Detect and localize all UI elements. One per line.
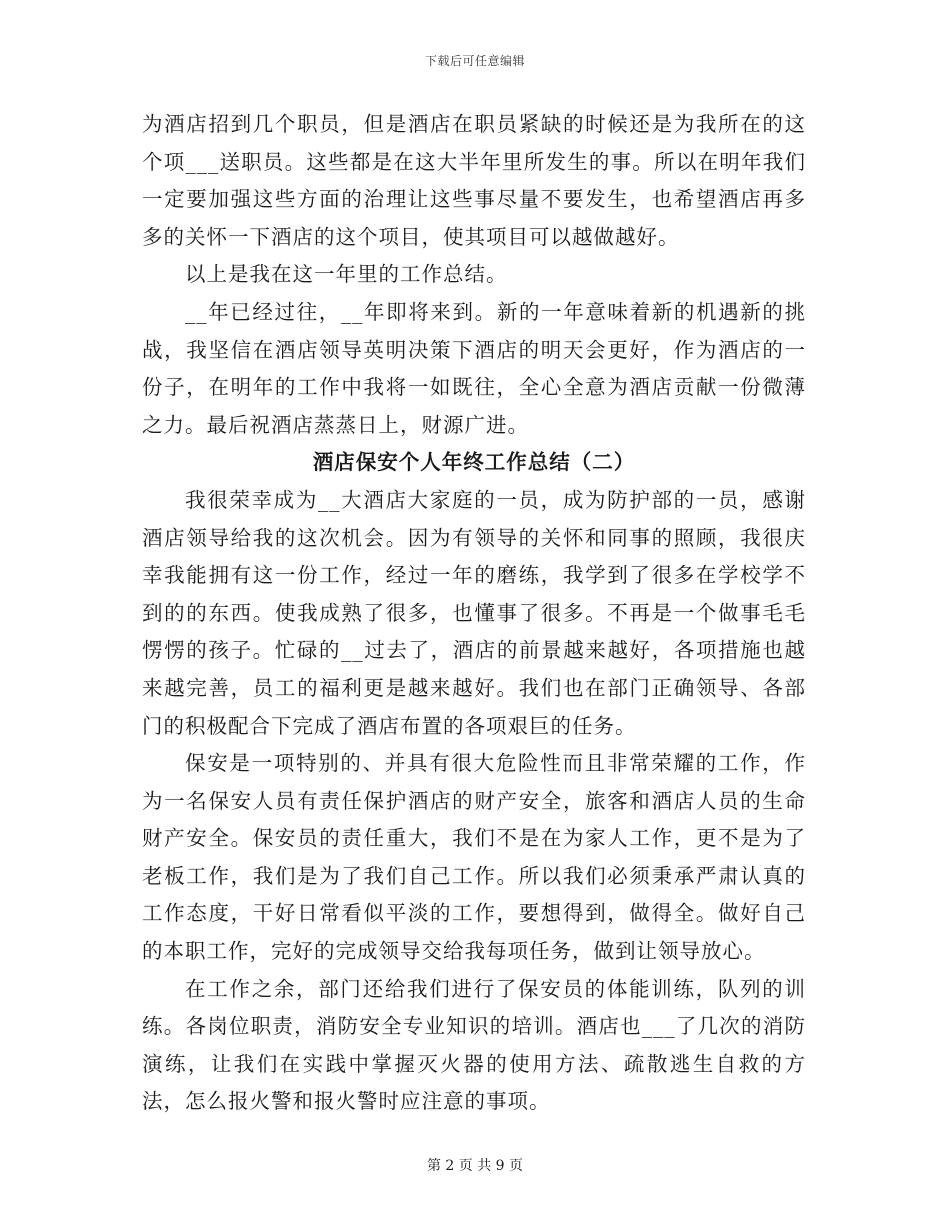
- paragraph-summary-closing: 以上是我在这一年里的工作总结。: [185, 262, 508, 287]
- paragraph-intro: 我很荣幸成为__大酒店大家庭的一员，成为防护部的一员，感谢酒店领导给我的这次机会。因为有领导的关怀和同事的照顾，我很庆幸我能拥有这一份工作，经过一年的磨练，我学到了很多在学校学不到的的东西。使我成熟了很多，也懂事了很多。不再是一个做事毛毛愣愣的孩子。忙碌的__过去了，酒店的前景越来越好，各项措施也越来越完善，员工的福利更是越来越好。我们也在部门正确领导、各部门的积极配合下完成了酒店布置的各项艰巨的任务。: [142, 487, 806, 738]
- paragraph-continuation: 为酒店招到几个职员，但是酒店在职员紧缺的时候还是为我所在的这个项___送职员。这些都是在这大半年里所发生的事。所以在明年我们一定要加强这些方面的治理让这些事尽量不要发生，也希望酒店再多多的关怀一下酒店的这个项目，使其项目可以越做越好。: [142, 112, 806, 249]
- paragraph-training: 在工作之余，部门还给我们进行了保安员的体能训练，队列的训练。各岗位职责，消防安全专业知识的培训。酒店也___了几次的消防演练，让我们在实践中掌握灭火器的使用方法、疏散逃生自救的方法，怎么报火警和报火警时应注意的事项。: [142, 976, 806, 1114]
- paragraph-new-year: __年已经过往，__年即将来到。新的一年意味着新的机遇新的挑战，我坚信在酒店领导英明决策下酒店的明天会更好，作为酒店的一份子，在明年的工作中我将一如既往，全心全意为酒店贡献一份微薄之力。最后祝酒店蒸蒸日上，财源广进。: [142, 299, 806, 437]
- section-heading: 酒店保安个人年终工作总结（二）: [312, 450, 636, 475]
- page-number: 第 2 页 共 9 页: [426, 1158, 524, 1174]
- document-body: [142, 106, 806, 1121]
- page-header-note: 下载后可任意编辑: [424, 54, 525, 68]
- paragraph-security-duty: 保安是一项特别的、并具有很大危险性而且非常荣耀的工作，作为一名保安人员有责任保护酒店的财产安全，旅客和酒店人员的生命财产安全。保安员的责任重大，我们不是在为家人工作，更不是为了老板工作，我们是为了我们自己工作。所以我们必须秉承严肃认真的工作态度，干好日常看似平淡的工作，要想得到，做得全。做好自己的本职工作，完好的完成领导交给我每项任务，做到让领导放心。: [142, 751, 806, 964]
